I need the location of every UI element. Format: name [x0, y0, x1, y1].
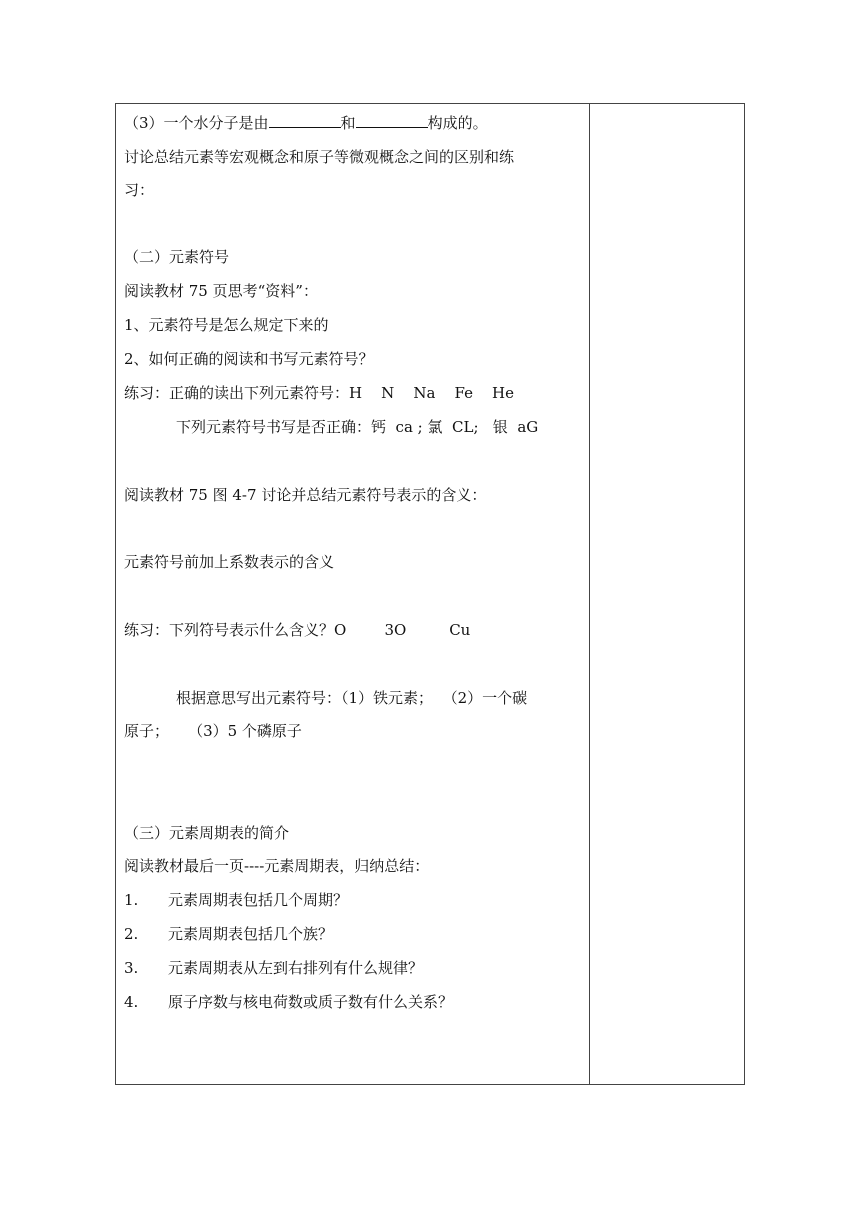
- section-3-read: 阅读教材最后一页----元素周期表，归纳总结：: [124, 857, 430, 875]
- section-3-title: （三）元素周期表的简介: [124, 824, 290, 842]
- discussion-line-1: 讨论总结元素等宏观概念和原子等微观概念之间的区别和练: [124, 148, 515, 166]
- question-3: （3）一个水分子是由 和 构成的。: [124, 114, 488, 132]
- list-item: 1. 元素周期表包括几个周期？: [124, 891, 349, 909]
- exercise-read-symbols: 练习：正确的读出下列元素符号：H N Na Fe He: [124, 384, 514, 402]
- section-2-read: 阅读教材 75 页思考“资料”：: [124, 282, 318, 300]
- section-2-title: （二）元素符号: [124, 248, 230, 266]
- answer-blank-2: [356, 112, 428, 128]
- discussion-line-2: 习：: [124, 181, 155, 199]
- exercise-check-symbols: 下列元素符号书写是否正确：钙 ca ; 氯 CL; 银 aG: [176, 418, 539, 436]
- exercise-write-symbols-line-1: 根据意思写出元素符号：（1）铁元素； （2）一个碳: [176, 689, 528, 707]
- section-2-question-1: 1、元素符号是怎么规定下来的: [124, 316, 329, 334]
- list-item: 2. 元素周期表包括几个族？: [124, 925, 334, 943]
- list-item: 3. 元素周期表从左到右排列有什么规律？: [124, 959, 424, 977]
- figure-discussion: 阅读教材 75 图 4-7 讨论并总结元素符号表示的含义：: [124, 486, 487, 504]
- exercise-write-symbols-line-2: 原子； （3）5 个磷原子: [124, 722, 302, 740]
- lesson-table: [115, 103, 745, 1085]
- column-divider: [589, 104, 590, 1084]
- answer-blank-1: [269, 112, 341, 128]
- section-2-question-2: 2、如何正确的阅读和书写元素符号？: [124, 350, 374, 368]
- exercise-symbol-meaning: 练习：下列符号表示什么含义？O 3O Cu: [124, 621, 471, 639]
- coefficient-meaning: 元素符号前加上系数表示的含义: [124, 553, 335, 571]
- list-item: 4. 原子序数与核电荷数或质子数有什么关系？: [124, 993, 454, 1011]
